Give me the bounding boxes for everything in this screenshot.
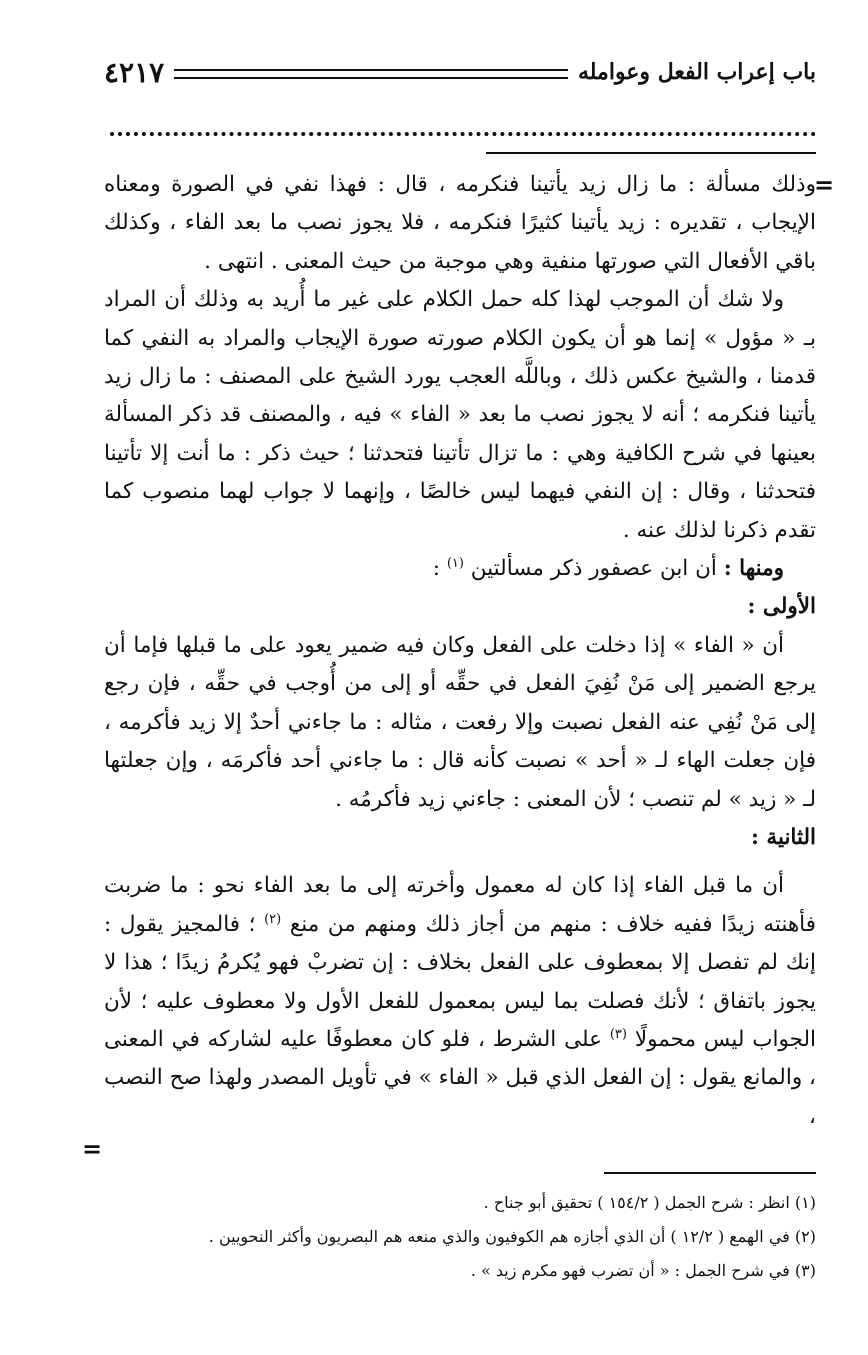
paragraph-1: وذلك مسألة : ما زال زيد يأتينا فنكرمه ، قال : فهذا نفي في الصورة ومعناه الإيجاب ، تقديره : زيد يأتينا كثيرًا فنكرمه ، فلا يجوز نصب ما بعد الفاء ، وكذلك باقي الأفعال التي صورتها منفية وهي موجبة من حيث المعنى . انتهى .: [104, 172, 816, 274]
continuation-mark-end: =: [82, 1134, 103, 1163]
footnote-separator: [604, 1172, 816, 1174]
paragraph-5-part-b: ؛ فالمجيز يقول : إنك لم تفصل إلا بمعطوف على الفعل بخلاف : إن تضربْ فهو يُكرمُ زيدًا ؛ هذا لا يجوز باتفاق ؛ لأنك فصلت بما ليس بمعمول للفعل الأول ولا معطوف عليه ؛ لأن الجواب ليس محمولًا: [104, 911, 816, 1052]
page-number: ٤٢١٧: [104, 55, 165, 89]
paragraph-2: ولا شك أن الموجب لهذا كله حمل الكلام على غير ما أُريد به وذلك أن المراد بـ « مؤول » إنما هو أن يكون الكلام صورته صورة الإيجاب والمراد به النفي كما قدمنا ، والشيخ عكس ذلك ، وباللَّه العجب يورد الشيخ على المصنف : ما زال زيد يأتينا فنكرمه ؛ أنه لا يجوز نصب ما بعد « الفاء » فيه ، والمصنف قد ذكر المسألة بعينها في شرح الكافية وهي : ما تزال تأتينا فتحدثنا ؛ حيث ذكر : ما أنت إلا تأتينا فتحدثنا ، وقال : إن النفي فيهما ليس خالصًا ، وإنهما لا جواب لهما منصوب كما تقدم ذكرنا لذلك عنه .: [104, 287, 816, 543]
paragraph-4: أن « الفاء » إذا دخلت على الفعل وكان فيه ضمير يعود على ما قبلها فإما أن يرجع الضمير إلى مَنْ نُفِيَ الفعل في حقِّه أو إلى من أُوجب في حقِّه ، فإن رجع إلى مَنْ نُفِي عنه الفعل نصبت وإلا رفعت ، مثاله : ما جاءني أحدٌ إلا زيد فأكرمه ، فإن جعلت الهاء لـ « أحد » نصبت كأنه قال : ما جاءني أحد فأكرمَه ، وإن جعلتها لـ « زيد » لم تنصب ؛ لأن المعنى : جاءني زيد فأكرمُه .: [104, 632, 816, 812]
paragraph-5: [104, 867, 816, 1136]
running-header: [104, 52, 816, 92]
paragraph-3-text: أن ابن عصفور ذكر مسألتين: [470, 556, 717, 582]
paragraph-5-part-a: أن ما قبل الفاء إذا كان له معمول وأخرته إلى ما بعد الفاء نحو : ما ضربت فأهنته زيدًا ففيه خلاف : منهم من أجاز ذلك ومنهم من منع: [104, 873, 816, 937]
footnote-3: (٣) في شرح الجمل : « أن تضرب فهو مكرم زيد » .: [470, 1261, 816, 1280]
paragraph-3: [104, 550, 816, 588]
footnote-ref-1[interactable]: (١): [446, 555, 464, 571]
footnotes: [104, 1186, 816, 1288]
footnote-ref-3[interactable]: (٣): [609, 1026, 627, 1042]
header-double-rule: [174, 69, 568, 79]
paragraph-3-lead: ومنها :: [723, 556, 784, 582]
footnote-2: (٢) في الهمع ( ١٢/٢ ) أن الذي أجازه هم الكوفيون والذي منعه هم البصريون وأكثر النحويين .: [208, 1227, 816, 1246]
paragraph-5-part-c: على الشرط ، فلو كان معطوفًا عليه لشاركه في المعنى ، والمانع يقول : إن الفعل الذي قبل « الفاء » في تأويل المصدر ولهذا صح النصب ،: [104, 1026, 816, 1129]
dotted-separator: [110, 112, 816, 136]
section-heading-second: الثانية :: [751, 824, 816, 850]
section-heading-first: الأولى :: [747, 594, 816, 620]
continuation-rule: [486, 152, 816, 154]
main-text: [104, 166, 816, 1136]
footnote-ref-2[interactable]: (٢): [264, 911, 282, 927]
spacer: [104, 857, 816, 867]
paragraph-3-end: :: [432, 556, 447, 582]
footnote-1: (١) انظر : شرح الجمل ( ١٥٤/٢ ) تحقيق أبو جناح .: [483, 1193, 816, 1212]
continuation-mark-start: =: [814, 170, 835, 199]
chapter-title: باب إعراب الفعل وعوامله: [577, 59, 816, 85]
